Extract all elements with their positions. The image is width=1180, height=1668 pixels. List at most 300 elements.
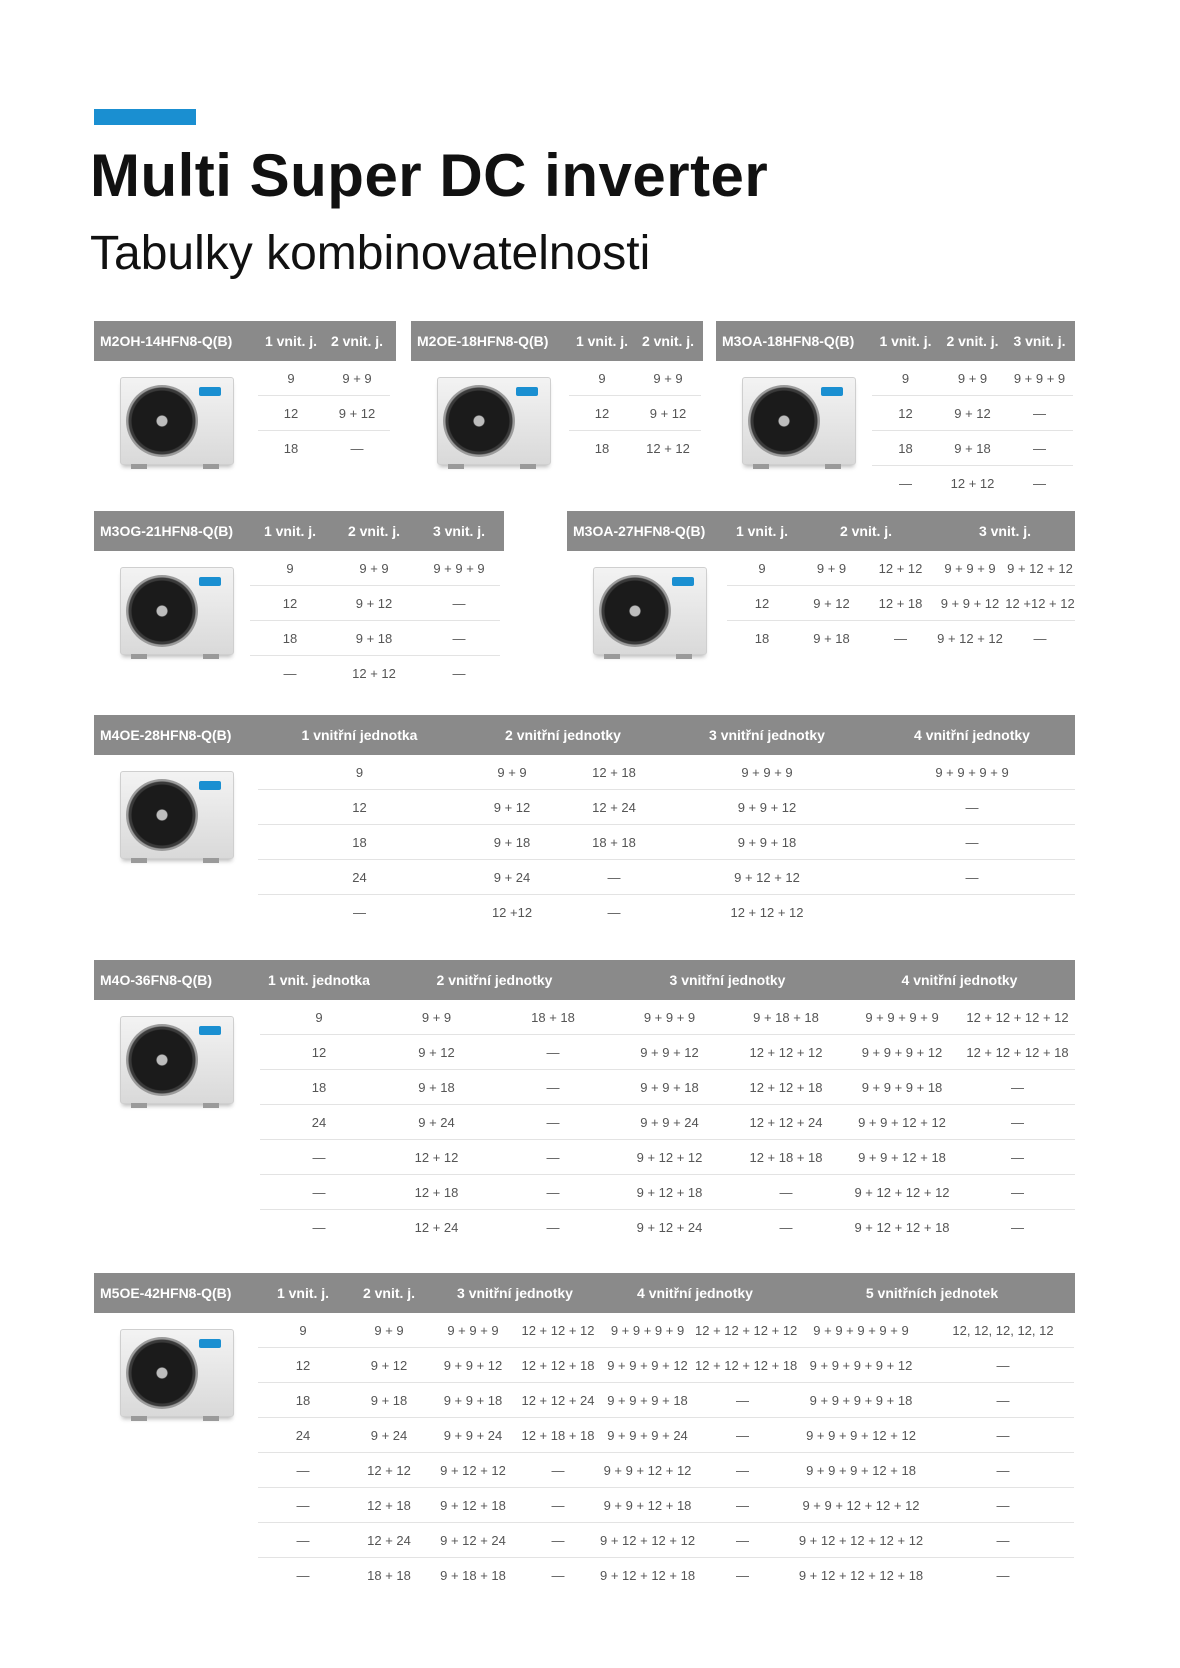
table-cell: 12 + 12 + 18 [521,1357,595,1373]
table-cell: — [736,1497,749,1513]
column-header: 4 vnitřní jednotky [914,727,1030,743]
table-row [258,1488,1074,1523]
column-header: 1 vnit. j. [575,333,629,349]
table-cell: 9 + 9 + 9 [433,560,485,576]
table-cell: 18 [283,440,299,456]
fan-icon [126,1024,198,1096]
table-cell: 9 + 12 + 12 + 12 + 12 [798,1532,924,1548]
table-cell: 9 + 9 + 12 [443,1357,503,1373]
table-cell: — [607,904,621,920]
table-row [250,551,500,586]
outdoor-unit-image [120,1016,234,1104]
table-cell: 9 + 12 + 18 [440,1497,506,1513]
unit-foot [131,1103,147,1108]
table-cell: — [996,1497,1010,1513]
table-cell: 9 + 9 + 12 + 12 [603,1462,692,1478]
table-cell: 9 [299,1322,307,1338]
column-header: 2 vnit. j. [641,333,695,349]
table-cell: 9 + 9 + 9 + 12 [607,1357,688,1373]
table-cell: 12 + 18 [878,595,923,611]
column-header: 4 vnitřní jednotky [637,1285,753,1301]
table-cell: 9 [286,560,294,576]
table-cell: — [551,1532,565,1548]
table-cell: 18 + 18 [531,1009,575,1025]
table-cell: 9 + 12 [418,1044,455,1060]
table-header [94,1273,1075,1313]
table-cell: 12 + 18 [592,764,636,780]
column-header: 3 vnitřní jednotky [669,972,786,988]
fan-icon [126,575,198,647]
table-row [258,1558,1074,1592]
table-cell: 12, 12, 12, 12, 12 [952,1322,1054,1338]
table-cell: 9 [355,764,364,780]
unit-foot [753,464,769,469]
brand-logo-icon [199,387,221,396]
table-cell: — [546,1044,560,1060]
table-cell: 12 [754,595,770,611]
table-cell: 24 [352,869,367,885]
column-header: 1 vnit. j. [264,333,318,349]
table-cell: — [996,1357,1010,1373]
table-cell: 9 + 12 [954,405,991,421]
fan-icon [126,385,198,457]
table-cell: — [546,1079,560,1095]
table-cell: 9 + 9 [359,560,389,576]
outdoor-unit-image [120,771,234,859]
table-cell: — [312,1219,326,1235]
table-cell: — [546,1219,560,1235]
table-cell: — [1011,1079,1024,1095]
table-cell: 12 +12 [491,904,533,920]
table-row [569,431,701,465]
table-row [258,1383,1074,1418]
table-cell: 9 + 9 + 12 [737,799,797,815]
model-name: M2OE-18HFN8-Q(B) [417,333,549,349]
table-cell: 9 + 9 + 9 [1013,370,1066,386]
table-cell: 9 + 9 [421,1009,452,1025]
table-cell: — [996,1392,1010,1408]
model-name: M3OA-18HFN8-Q(B) [722,333,855,349]
table-cell: 9 + 18 + 18 [440,1567,506,1583]
accent-bar [94,109,196,125]
table-cell: 12 [295,1357,311,1373]
table-cell: — [1033,440,1046,456]
table-cell: 12 + 12 + 18 [749,1079,823,1095]
fan-icon [126,779,198,851]
table-cell: — [965,834,979,850]
table-cell: — [296,1532,310,1548]
table-cell: — [551,1567,565,1583]
unit-foot [131,858,147,863]
table-cell: 12 + 12 [646,440,690,456]
table-cell: 9 + 9 [816,560,847,576]
column-header: 1 vnit. j. [879,333,932,349]
column-header: 3 vnit. j. [1013,333,1066,349]
fan-icon [599,575,671,647]
outdoor-unit-image [593,567,707,655]
table-cell: 9 + 18 [954,440,991,456]
table-cell: — [894,630,907,646]
unit-foot [520,464,536,469]
table-cell: — [296,1462,310,1478]
table-row [260,1105,1075,1140]
table-cell: 9 + 12 + 12 [937,630,1003,646]
table-cell: 9 + 9 + 12 + 12 [858,1114,946,1130]
table-row [260,1140,1075,1175]
table-header [94,715,1075,755]
column-header: 3 vnitřní jednotky [457,1285,573,1301]
column-header: 1 vnit. j. [735,523,789,539]
table-cell: — [736,1532,749,1548]
table-cell: — [736,1462,749,1478]
table-cell: 12 + 12 [950,475,995,491]
table-row [258,755,1075,790]
table-cell: 12 [898,405,913,421]
outdoor-unit-image [120,377,234,465]
table-row [260,1070,1075,1105]
table-cell: — [1033,630,1047,646]
table-cell: 9 + 12 + 12 + 12 + 18 [798,1567,924,1583]
table-cell: — [350,440,364,456]
table-cell: — [736,1392,749,1408]
table-row [258,1418,1074,1453]
table-cell: 12 + 24 [367,1532,411,1548]
outdoor-unit-image [120,1329,234,1417]
table-row [260,1210,1075,1244]
table-cell: 18 [352,834,367,850]
table-row [727,551,1075,586]
table-cell: 9 + 9 + 18 [443,1392,503,1408]
table-cell: 12 [352,799,367,815]
table-cell: 9 + 12 + 24 [636,1219,703,1235]
table-cell: 9 + 9 [653,370,683,386]
table-cell: 9 + 18 + 18 [753,1009,819,1025]
table-cell: 9 + 18 [813,630,850,646]
table-cell: 12 + 12 + 12 + 12 [695,1322,798,1338]
brand-logo-icon [672,577,694,586]
table-cell: — [283,665,297,681]
table-cell: — [312,1149,326,1165]
table-cell: 9 + 9 + 9 + 12 + 12 [806,1427,916,1443]
table-cell: — [996,1462,1010,1478]
table-cell: — [1011,1114,1024,1130]
table-cell: 9 + 9 + 12 + 18 [603,1497,692,1513]
table-row [872,466,1073,500]
column-header: 2 vnit. j. [347,523,401,539]
brand-logo-icon [199,781,221,790]
table-cell: 9 + 24 [418,1114,455,1130]
table-row [727,586,1075,621]
table-cell: 9 + 9 + 9 [741,764,793,780]
column-header: 3 vnit. j. [432,523,486,539]
table-cell: 9 + 18 [355,630,393,646]
table-cell: — [996,1427,1010,1443]
column-header: 3 vnitřní jednotky [709,727,825,743]
brand-logo-icon [199,1339,221,1348]
table-cell: 12 + 12 + 12 [521,1322,595,1338]
table-cell: 9 + 12 + 12 + 12 [600,1532,696,1548]
model-name: M2OH-14HFN8-Q(B) [100,333,233,349]
table-cell: 9 + 12 + 24 [440,1532,506,1548]
table-cell: 9 + 24 [493,869,531,885]
column-header: 2 vnitřní jednotky [436,972,553,988]
table-cell: 12 [594,405,610,421]
table-cell: 9 + 18 [418,1079,455,1095]
fan-icon [748,385,820,457]
unit-foot [203,464,219,469]
table-cell: — [779,1219,793,1235]
table-cell: — [996,1532,1010,1548]
table-cell: 9 + 9 + 9 + 18 [607,1392,688,1408]
table-cell: 9 + 12 [338,405,376,421]
table-cell: 9 + 12 + 12 [1007,560,1073,576]
table-cell: 9 + 9 [374,1322,404,1338]
table-cell: 9 + 9 + 9 + 9 + 18 [809,1392,913,1408]
table-cell: 18 [754,630,770,646]
column-header: 5 vnitřních jednotek [865,1285,999,1301]
table-cell: — [965,869,979,885]
table-cell: 18 [898,440,913,456]
unit-foot [131,654,147,659]
table-cell: 9 + 9 + 12 + 12 + 12 [802,1497,920,1513]
table-cell: — [551,1462,565,1478]
fan-icon [126,1337,198,1409]
column-header: 1 vnit. j. [263,523,317,539]
table-cell: — [607,869,621,885]
model-name: M3OG-21HFN8-Q(B) [100,523,234,539]
table-cell: 12 + 18 [414,1184,459,1200]
table-row [872,431,1073,466]
table-cell: 18 [311,1079,327,1095]
outdoor-unit-image [120,567,234,655]
model-name: M4OE-28HFN8-Q(B) [100,727,232,743]
table-cell: 9 + 9 + 9 + 9 [865,1009,939,1025]
table-row [258,361,390,396]
table-cell: — [1011,1219,1024,1235]
table-header [567,511,1075,551]
brand-logo-icon [821,387,843,396]
table-cell: 9 + 9 + 9 [447,1322,499,1338]
table-cell: 9 + 12 [493,799,531,815]
table-cell: 9 + 9 + 18 [640,1079,699,1095]
page-subtitle: Tabulky kombinovatelnosti [90,227,651,280]
model-name: M4O-36FN8-Q(B) [100,972,213,988]
table-cell: 12 + 12 + 24 [749,1114,823,1130]
table-row [727,621,1075,655]
table-row [260,1000,1075,1035]
table-cell: — [1011,1184,1024,1200]
unit-foot [448,464,464,469]
column-header: 2 vnitřní jednotky [505,727,621,743]
column-header: 2 vnit. j. [839,523,893,539]
model-name: M3OA-27HFN8-Q(B) [573,523,706,539]
unit-foot [203,1103,219,1108]
table-cell: — [1033,475,1046,491]
table-cell: 12 + 18 [367,1497,411,1513]
table-row [258,396,390,431]
table-cell: 9 [287,370,295,386]
table-cell: 9 [315,1009,323,1025]
brand-logo-icon [516,387,538,396]
table-cell: 12 + 12 + 12 + 12 [966,1009,1069,1025]
column-header: 2 vnit. j. [330,333,384,349]
table-cell: 9 + 12 [355,595,393,611]
table-cell: 12 [283,405,299,421]
table-cell: 12 + 12 + 12 [749,1044,823,1060]
table-cell: 18 + 18 [592,834,636,850]
table-row [569,396,701,431]
table-row [258,1453,1074,1488]
table-row [258,825,1075,860]
table-row [569,361,701,396]
table-cell: 9 + 24 [370,1427,408,1443]
table-header [411,321,703,361]
table-cell: 24 [311,1114,327,1130]
column-header: 1 vnit. jednotka [268,972,370,988]
table-cell: 9 + 9 + 12 [940,595,1000,611]
unit-foot [203,858,219,863]
unit-foot [203,1416,219,1421]
model-name: M5OE-42HFN8-Q(B) [100,1285,232,1301]
table-cell: 9 + 12 + 12 [734,869,800,885]
column-header: 3 vnit. j. [978,523,1032,539]
table-cell: 18 + 18 [367,1567,411,1583]
table-cell: — [452,595,466,611]
table-cell: 9 + 9 [497,764,527,780]
table-cell: 12 + 12 + 12 + 18 [695,1357,798,1373]
table-row [258,431,390,465]
table-cell: 9 + 18 [370,1392,408,1408]
unit-foot [825,464,841,469]
table-row [260,1175,1075,1210]
table-cell: 9 + 12 [813,595,850,611]
table-cell: 9 + 12 + 12 + 18 [600,1567,696,1583]
table-cell: 9 + 9 + 9 + 12 + 18 [806,1462,916,1478]
table-cell: 9 + 9 + 9 + 24 [607,1427,688,1443]
table-cell: 9 + 9 + 9 + 12 [861,1044,943,1060]
table-cell: 12 [311,1044,327,1060]
table-cell: 9 + 9 + 9 + 9 + 9 [813,1322,909,1338]
column-header: 2 vnit. j. [946,333,999,349]
table-cell: 9 + 12 [370,1357,408,1373]
table-cell: — [779,1184,793,1200]
table-cell: — [965,799,979,815]
table-cell: 9 + 9 [957,370,988,386]
table-cell: 9 [598,370,606,386]
table-cell: — [736,1567,749,1583]
table-cell: 18 [295,1392,311,1408]
table-cell: — [312,1184,326,1200]
table-cell: 12 + 12 [414,1149,459,1165]
table-row [250,586,500,621]
table-cell: — [736,1427,749,1443]
table-cell: 12 + 24 [414,1219,459,1235]
table-cell: 12 + 18 + 18 [749,1149,823,1165]
page-title: Multi Super DC inverter [90,142,769,209]
unit-foot [604,654,620,659]
table-cell: 12 + 18 + 18 [521,1427,595,1443]
table-cell: 9 + 12 + 12 [636,1149,703,1165]
table-cell: 9 + 9 + 12 [640,1044,699,1060]
table-row [872,396,1073,431]
table-header [716,321,1075,361]
table-cell: 9 + 12 + 12 + 18 [854,1219,950,1235]
table-row [258,790,1075,825]
fan-icon [443,385,515,457]
column-header: 4 vnitřní jednotky [901,972,1018,988]
table-cell: — [296,1497,310,1513]
table-header [94,511,504,551]
table-cell: 9 + 12 + 18 [636,1184,703,1200]
table-cell: 12 [282,595,298,611]
table-row [250,656,500,690]
unit-foot [131,464,147,469]
table-cell: 12 + 12 [352,665,396,681]
brand-logo-icon [199,577,221,586]
table-cell: — [452,665,466,681]
table-cell: 9 + 9 + 9 + 18 [861,1079,943,1095]
table-cell: — [296,1567,310,1583]
table-cell: 9 + 12 [649,405,687,421]
table-cell: 9 + 9 + 9 [643,1009,696,1025]
table-cell: 9 + 9 + 24 [640,1114,699,1130]
unit-foot [676,654,692,659]
table-cell: 9 [758,560,766,576]
unit-foot [203,654,219,659]
table-cell: 12 + 24 [592,799,636,815]
table-cell: 9 [901,370,910,386]
table-cell: 12 + 12 + 12 [730,904,804,920]
table-cell: 12 + 12 [367,1462,411,1478]
table-cell: — [1033,405,1046,421]
table-cell: 12 + 12 + 24 [521,1392,595,1408]
table-cell: — [551,1497,565,1513]
table-cell: 9 + 9 + 18 [737,834,797,850]
brand-logo-icon [199,1026,221,1035]
table-cell: 9 + 9 + 9 [944,560,996,576]
table-row [260,1035,1075,1070]
table-cell: 9 + 12 + 12 [440,1462,506,1478]
table-cell: 9 + 12 + 12 + 12 [854,1184,950,1200]
column-header: 1 vnitřní jednotka [301,727,418,743]
table-header [94,321,396,361]
column-header: 1 vnit. j. [276,1285,330,1301]
table-header [94,960,1075,1000]
table-cell: 9 + 9 + 9 + 9 + 12 [809,1357,913,1373]
table-cell: 9 + 9 + 12 + 18 [858,1149,946,1165]
table-row [258,860,1075,895]
table-cell: 9 + 9 + 9 + 9 [935,764,1009,780]
table-cell: — [546,1149,560,1165]
table-cell: 9 + 9 + 24 [443,1427,503,1443]
table-cell: — [546,1114,560,1130]
table-cell: — [899,475,912,491]
table-cell: 18 [594,440,610,456]
table-row [250,621,500,656]
column-header: 2 vnit. j. [362,1285,416,1301]
table-cell: — [452,630,466,646]
table-cell: 9 + 18 [493,834,531,850]
table-cell: 12 + 12 [878,560,923,576]
table-row [258,895,1075,929]
table-cell: 24 [295,1427,311,1443]
table-cell: 9 + 9 + 9 + 9 [610,1322,685,1338]
table-row [258,1523,1074,1558]
table-row [258,1348,1074,1383]
table-cell: 12 +12 + 12 [1005,595,1075,611]
table-cell: 12 + 12 + 12 + 18 [966,1044,1069,1060]
table-row [872,361,1073,396]
